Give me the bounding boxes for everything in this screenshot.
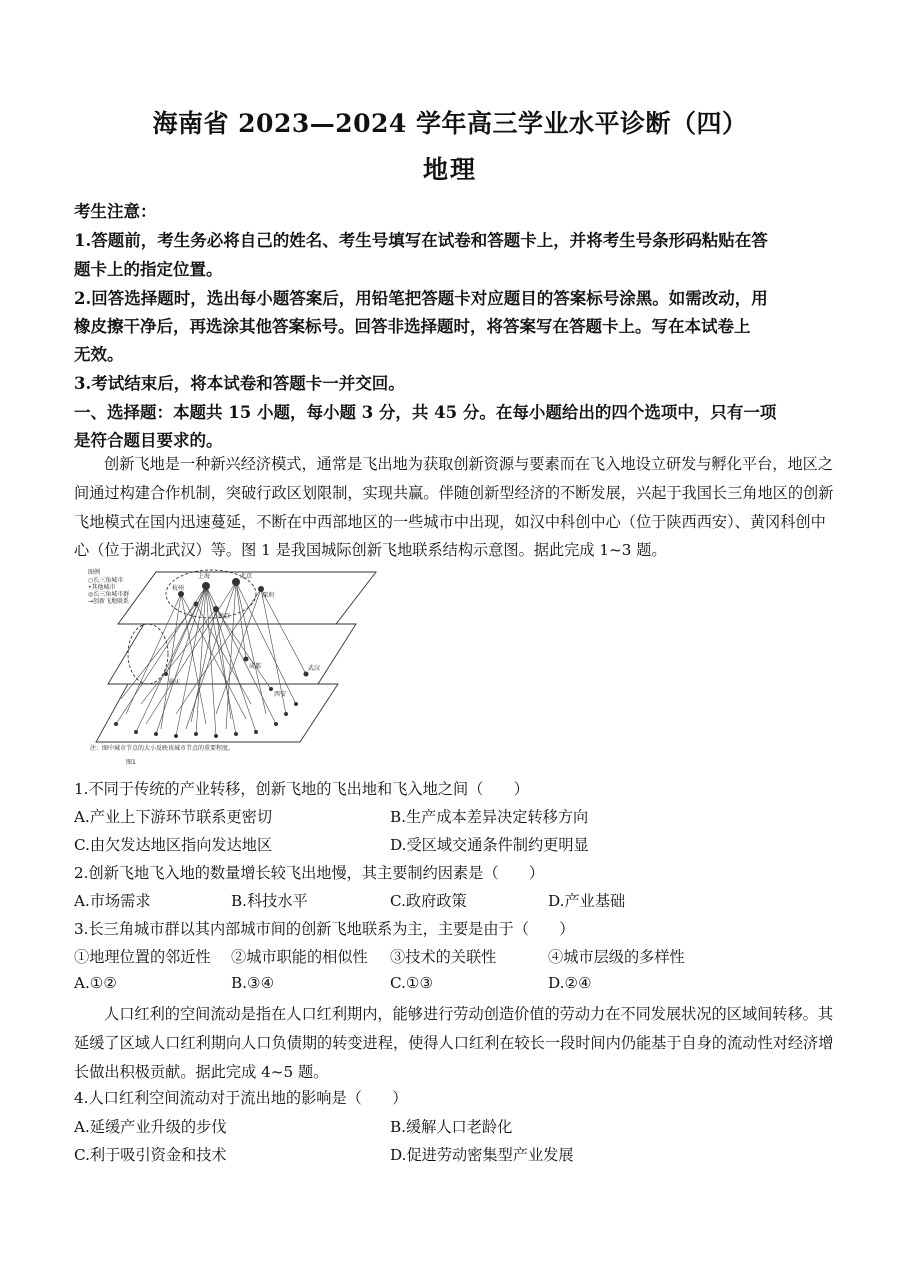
question-2-option-d[interactable]: D.产业基础 xyxy=(548,892,626,910)
notice-item-2b: 橡皮擦干净后，再选涂其他答案标号。回答非选择题时，将答案写在答题卡上。写在本试卷上 xyxy=(74,317,751,336)
layer-plane-middle xyxy=(108,624,356,684)
city-label-beijing: 北京 xyxy=(240,573,253,580)
question-1-option-c[interactable]: C.由欠发达地区指向发达地区 xyxy=(74,836,273,854)
question-2-option-a[interactable]: A.市场需求 xyxy=(74,892,151,910)
question-4-option-a[interactable]: A.延缓产业升级的步伐 xyxy=(74,1118,227,1136)
city-label-shanghai: 上海 xyxy=(198,573,211,580)
question-1-option-d[interactable]: D.受区域交通条件制约更明显 xyxy=(390,836,589,854)
exam-title: 海南省 2023—2024 学年高三学业水平诊断（四） xyxy=(152,109,748,138)
question-1-option-a[interactable]: A.产业上下游环节联系更密切 xyxy=(74,808,273,826)
question-3-option-d[interactable]: D.②④ xyxy=(548,974,592,992)
notice-item-2c: 无效。 xyxy=(74,345,124,364)
notice-item-3: 3.考试结束后，将本试卷和答题卡一并交回。 xyxy=(74,374,405,393)
city-label-shenzhen: 深圳 xyxy=(262,592,275,599)
question-3-stem: 3.长三角城市群以其内部城市间的创新飞地联系为主，主要是由于（ ） xyxy=(74,920,575,938)
notice-item-1a: 1.答题前，考生务必将自己的姓名、考生号填写在试卷和答题卡上，并将考生号条形码粘贴在答 xyxy=(74,231,768,250)
question-3-item-4: ④城市层级的多样性 xyxy=(548,948,685,966)
section-heading-a: 一、选择题：本题共 15 小题，每小题 3 分，共 45 分。在每小题给出的四个选项中，只有一项 xyxy=(74,403,777,422)
notice-heading: 考生注意： xyxy=(74,202,157,221)
subject-title: 地理 xyxy=(422,155,477,184)
layer-plane-bottom xyxy=(96,684,338,742)
question-4-stem: 4.人口红利空间流动对于流出地的影响是（ ） xyxy=(74,1089,408,1107)
city-label-chongqing: 重庆 xyxy=(168,679,181,686)
question-2-stem: 2.创新飞地飞入地的数量增长较飞出地慢，其主要制约因素是（ ） xyxy=(74,864,545,882)
question-1-option-b[interactable]: B.生产成本差异决定转移方向 xyxy=(390,808,589,826)
figure-caption: 图1 xyxy=(126,759,136,766)
question-3-item-3: ③技术的关联性 xyxy=(390,948,497,966)
enclave-links xyxy=(116,582,306,736)
question-2-option-c[interactable]: C.政府政策 xyxy=(390,892,467,910)
legend-item-3: ◎长三角城市群 xyxy=(88,591,130,598)
legend-item-1: ○长三角城市 xyxy=(88,577,124,584)
question-1-stem: 1.不同于传统的产业转移，创新飞地的飞出地和飞入地之间（ ） xyxy=(74,780,529,798)
legend-item-4: →创新飞地联系 xyxy=(88,598,130,605)
city-label-wuhan: 武汉 xyxy=(308,665,321,672)
section-heading-b: 是符合题目要求的。 xyxy=(74,431,223,450)
city-label-nanjing: 南京 xyxy=(218,613,231,620)
notice-item-1b: 题卡上的指定位置。 xyxy=(74,260,223,279)
notice-item-2a: 2.回答选择题时，选出每小题答案后，用铅笔把答题卡对应题目的答案标号涂黑。如需改动，用 xyxy=(74,289,768,308)
passage-demographic-dividend: 人口红利的空间流动是指在人口红利期内，能够进行劳动创造价值的劳动力在不同发展状况的区域间转移。其延缓了区域人口红利期向人口负债期的转变进程，使得人口红利在较长一段时间内仍能基于自身的流动性对经济增长做出积极贡献。据此完成 4~5 题。 xyxy=(74,1005,834,1081)
question-3-item-2: ②城市职能的相似性 xyxy=(231,948,368,966)
question-4-option-d[interactable]: D.促进劳动密集型产业发展 xyxy=(390,1146,574,1164)
passage-innovation-enclave: 创新飞地是一种新兴经济模式，通常是飞出地为获取创新资源与要素而在飞入地设立研发与孵化平台，地区之间通过构建合作机制，突破行政区划限制，实现共赢。伴随创新型经济的不断发展，兴起于我国长三角地区的创新飞地模式在国内迅速蔓延，不断在中西部地区的一些城市中出现，如汉中科创中心（位于陕西西安）、黄冈科创中心（位于湖北武汉）等。图 1 是我国城际创新飞地联系结构示意图。据此完成 1~3 题。 xyxy=(74,455,834,560)
question-3-item-1: ①地理位置的邻近性 xyxy=(74,948,211,966)
question-4-option-b[interactable]: B.缓解人口老龄化 xyxy=(390,1118,513,1136)
question-2-option-b[interactable]: B.科技水平 xyxy=(231,892,308,910)
question-4-option-c[interactable]: C.利于吸引资金和技术 xyxy=(74,1146,227,1164)
figure-note: 注：图中城市节点的大小反映该城市节点的重要程度。 xyxy=(90,745,235,752)
city-label-chengdu: 成都 xyxy=(249,663,262,670)
legend-item-2: •其他城市 xyxy=(88,584,116,591)
question-3-option-b[interactable]: B.③④ xyxy=(231,974,275,992)
city-label-xian: 西安 xyxy=(274,691,287,698)
city-label-hangzhou: 杭州 xyxy=(172,585,185,592)
figure-1-enclave-network xyxy=(86,564,386,770)
question-3-option-a[interactable]: A.①② xyxy=(74,974,118,992)
legend-title: 图例 xyxy=(88,569,101,576)
question-3-option-c[interactable]: C.①③ xyxy=(390,974,434,992)
